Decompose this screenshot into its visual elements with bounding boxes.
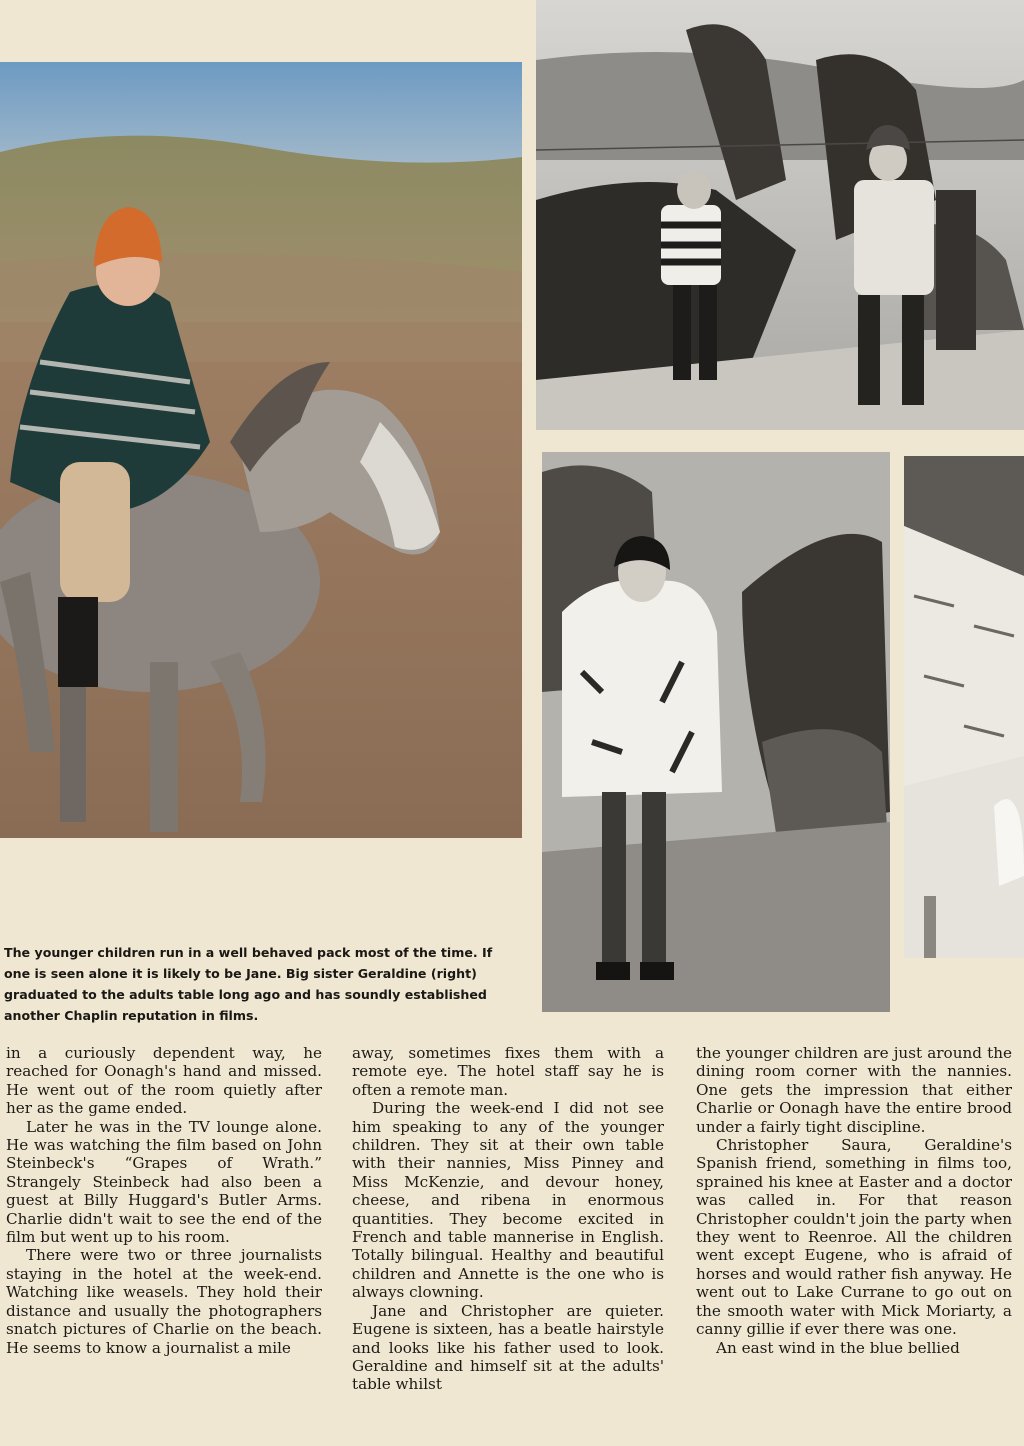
- paragraph: During the week-end I did not see him speaking to any of the younger children. They sit at their own table with their nannies, Miss Pinney and Miss McKenzie, and devour honey, cheese, and ribena in enormous quantities. They become excited in French and table mannerise in English. Totally bilingual. Healthy and beautiful children and Annette is the one who is always clowning.: [352, 1099, 664, 1302]
- photo-caption: The younger children run in a well behaved pack most of the time. If one is seen alone it is likely to be Jane. Big sister Geraldine (right) graduated to the adults table long ago and has soundly established another Chaplin reputation in films.: [4, 945, 493, 1023]
- article-column-3: [696, 1044, 1012, 1444]
- paragraph: There were two or three journalists staying in the hotel at the week-end. Watching like weasels. They hold their distance and usually the photographers snatch pictures of Charlie on the beach. He seems to know a journalist a mile: [6, 1246, 322, 1357]
- paragraph: Jane and Christopher are quieter. Eugene is sixteen, has a beatle hairstyle and looks like his father used to look. Geraldine and himself sit at the adults' table whilst: [352, 1301, 664, 1394]
- article-column-1: [6, 1044, 322, 1444]
- paragraph: An east wind in the blue bellied: [716, 1338, 960, 1357]
- photo-child-on-horse: [0, 62, 522, 838]
- paragraph: away, sometimes fixes them with a remote eye. The hotel staff say he is often a remote man.: [352, 1044, 664, 1099]
- paragraph: the younger children are just around the dining room corner with the nannies. One gets the impression that either Charlie or Oonagh have the entire brood under a fairly tight discipline.: [696, 1044, 1012, 1136]
- photo-cottage: [904, 456, 1024, 958]
- paragraph: Christopher Saura, Geraldine's Spanish friend, something in films too, sprained his knee at Easter and a doctor was called in. For that reason Christopher couldn't join the party when they went to Reenroe. All the children went except Eugene, who is afraid of horses and would rather fish anyway. He went out to Lake Currane to go out on the smooth water with Mick Moriarty, a canny gillie if ever there was one.: [696, 1136, 1012, 1339]
- photo-boys-walking: [536, 0, 1024, 430]
- paragraph: Later he was in the TV lounge alone. He was watching the film based on John Steinbeck's “Grapes of Wrath.” Strangely Steinbeck had also been a guest at Billy Huggard's Butler Arms. Charlie didn't wait to see the end of the film but went up to his room.: [6, 1117, 322, 1247]
- article-column-2: [352, 1044, 664, 1444]
- paragraph: in a curiously dependent way, he reached for Oonagh's hand and missed. He went out of the room quietly after her as the game ended.: [6, 1044, 322, 1118]
- photo-geraldine: [542, 452, 890, 1012]
